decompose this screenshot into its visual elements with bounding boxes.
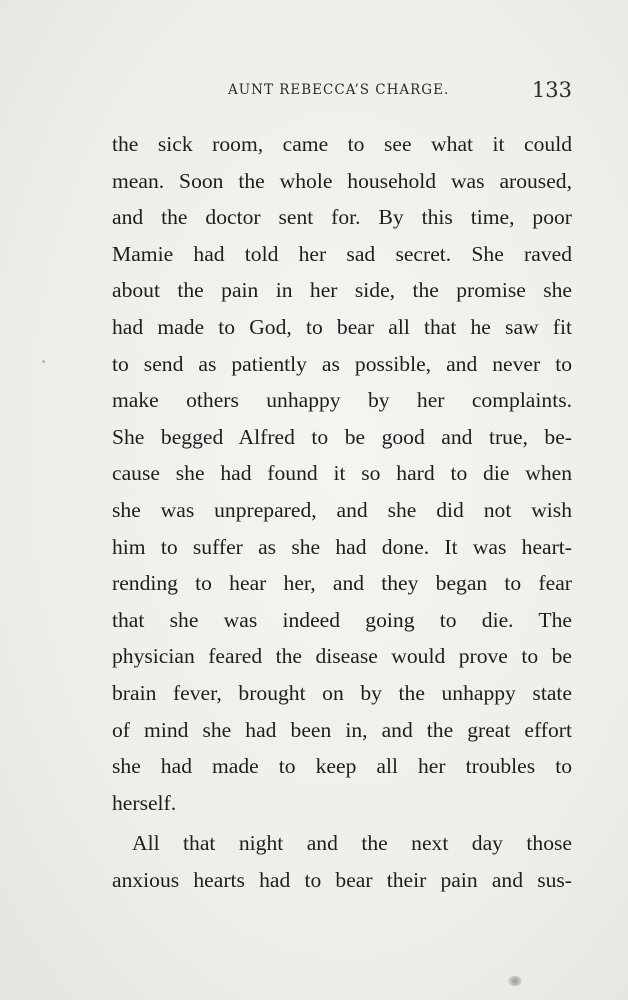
text-line: about the pain in her side, the promise she bbox=[112, 278, 572, 303]
text-line: had made to God, to bear all that he saw fit bbox=[112, 314, 572, 339]
text-line: make others unhappy by her complaints. bbox=[112, 388, 572, 413]
text-line: that she was indeed going to die. The bbox=[112, 607, 572, 632]
text-line: and the doctor sent for. By this time, poor bbox=[112, 205, 572, 230]
text-line: herself. bbox=[112, 790, 177, 815]
body-text bbox=[112, 126, 572, 898]
text-line: the sick room, came to see what it could bbox=[112, 132, 572, 156]
text-line: She begged Alfred to be good and true, be- bbox=[112, 424, 572, 449]
paper-blemish bbox=[508, 976, 522, 986]
text-line: All that night and the next day those bbox=[132, 831, 572, 856]
text-line: she had made to keep all her troubles to bbox=[112, 754, 572, 779]
page-number: 133 bbox=[531, 78, 572, 102]
text-line: him to suffer as she had done. It was heart- bbox=[112, 534, 572, 559]
text-line: cause she had found it so hard to die when bbox=[112, 461, 572, 486]
paragraph bbox=[112, 825, 572, 898]
running-head bbox=[228, 78, 572, 106]
text-line: she was unprepared, and she did not wish bbox=[112, 497, 572, 522]
paragraph bbox=[112, 126, 572, 821]
text-line: to send as patiently as possible, and never to bbox=[112, 351, 572, 376]
running-title: AUNT REBECCA’S CHARGE. bbox=[228, 82, 450, 98]
text-line: brain fever, brought on by the unhappy state bbox=[112, 680, 572, 705]
text-line: mean. Soon the whole household was aroused, bbox=[112, 168, 572, 193]
text-line: Mamie had told her sad secret. She raved bbox=[112, 241, 572, 266]
text-line: of mind she had been in, and the great effort bbox=[112, 717, 572, 742]
text-line: physician feared the disease would prove to be bbox=[112, 644, 572, 669]
text-line: rending to hear her, and they began to fear bbox=[112, 571, 572, 596]
paper-speck bbox=[42, 360, 45, 363]
text-line: anxious hearts had to bear their pain and sus- bbox=[112, 867, 572, 892]
